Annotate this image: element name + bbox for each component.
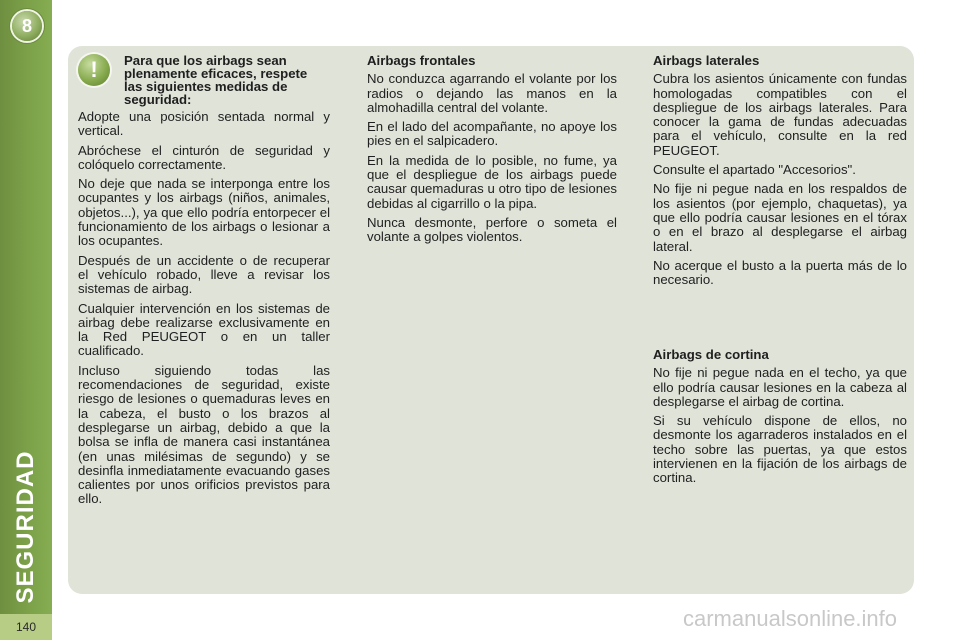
laterales-heading: Airbags laterales xyxy=(653,53,760,68)
laterales-paragraph: No fije ni pegue nada en los respaldos de los asientos (por ejemplo, chaquetas), ya que ello podría causar lesiones en el tórax o en el brazo al desplegarse el airbag lateral. xyxy=(653,181,907,254)
cortina-paragraph: No fije ni pegue nada en el techo, ya que ello podría causar lesiones en la cabeza al desplegarse el airbag de cortina. xyxy=(653,365,907,409)
laterales-paragraph: No acerque el busto a la puerta más de lo necesario. xyxy=(653,257,907,288)
warning-column xyxy=(78,54,330,512)
sidebar xyxy=(0,0,52,640)
warning-header xyxy=(78,54,330,110)
frontales-paragraph: En la medida de lo posible, no fume, ya que el despliegue de los airbags puede causar quemaduras u otro tipo de lesiones debidas al cigarrillo o la pipa. xyxy=(367,152,617,211)
cortina-paragraph: Si su vehículo dispone de ellos, no desmonte los agarraderos instalados en el techo sobre las puertas, ya que estos intervienen en la fijación de los airbags de cortina. xyxy=(653,413,907,486)
warning-paragraph: Adopte una posición sentada normal y vertical. xyxy=(78,109,330,139)
page-number: 140 xyxy=(0,614,52,640)
laterales-paragraph: Cubra los asientos únicamente con fundas homologadas compatibles con el despliegue de los airbags laterales. Para conocer la gama de fundas adecuadas para el vehículo, consulte en la red PEUGEOT. xyxy=(653,71,907,158)
chapter-badge xyxy=(12,11,42,41)
frontales-paragraph: Nunca desmonte, perfore o someta el volante a golpes violentos. xyxy=(367,214,617,245)
warning-paragraph: Cualquier intervención en los sistemas de airbag debe realizarse exclusivamente en la Red PEUGEOT o en un taller cualificado. xyxy=(78,300,330,359)
cortina-column xyxy=(653,348,907,491)
frontales-paragraph: En el lado del acompañante, no apoye los pies en el salpicadero. xyxy=(367,119,617,149)
laterales-column xyxy=(653,54,907,292)
laterales-paragraph: Consulte el apartado "Accesorios". xyxy=(653,162,856,178)
watermark: carmanualsonline.info xyxy=(683,606,898,631)
chapter-number: 8 xyxy=(21,15,32,36)
frontales-heading: Airbags frontales xyxy=(367,53,476,68)
frontales-paragraph: No conduzca agarrando el volante por los radios o dejando las manos en la almohadilla central del volante. xyxy=(367,71,617,115)
exclamation-icon: ! xyxy=(78,54,110,86)
warning-paragraph: Después de un accidente o de recuperar el vehículo robado, lleve a revisar los sistemas de airbag. xyxy=(78,252,330,297)
cortina-heading: Airbags de cortina xyxy=(653,347,769,362)
section-label: SEGURIDAD xyxy=(12,450,39,604)
warning-title: Para que los airbags sean plenamente eficaces, respete las siguientes medidas de seguridad: xyxy=(124,53,308,107)
warning-paragraph: Incluso siguiendo todas las recomendaciones de seguridad, existe riesgo de lesiones o quemaduras leves en la cabeza, el busto o los brazos al desplegarse un airbag, debido a que la bolsa se infla de manera casi instantánea (en unas milésimas de segundo) y se desinfla inmediatamente evacuando gases calientes por unos orificios previstos para ello. xyxy=(78,362,330,507)
warning-paragraph: No deje que nada se interponga entre los ocupantes y los airbags (niños, animales, objetos...), ya que ello podría entorpecer el funcionamiento de los airbags o lesionar a los ocupantes. xyxy=(78,176,330,249)
frontales-column xyxy=(367,54,617,250)
warning-paragraph: Abróchese el cinturón de seguridad y colóquelo correctamente. xyxy=(78,142,330,172)
